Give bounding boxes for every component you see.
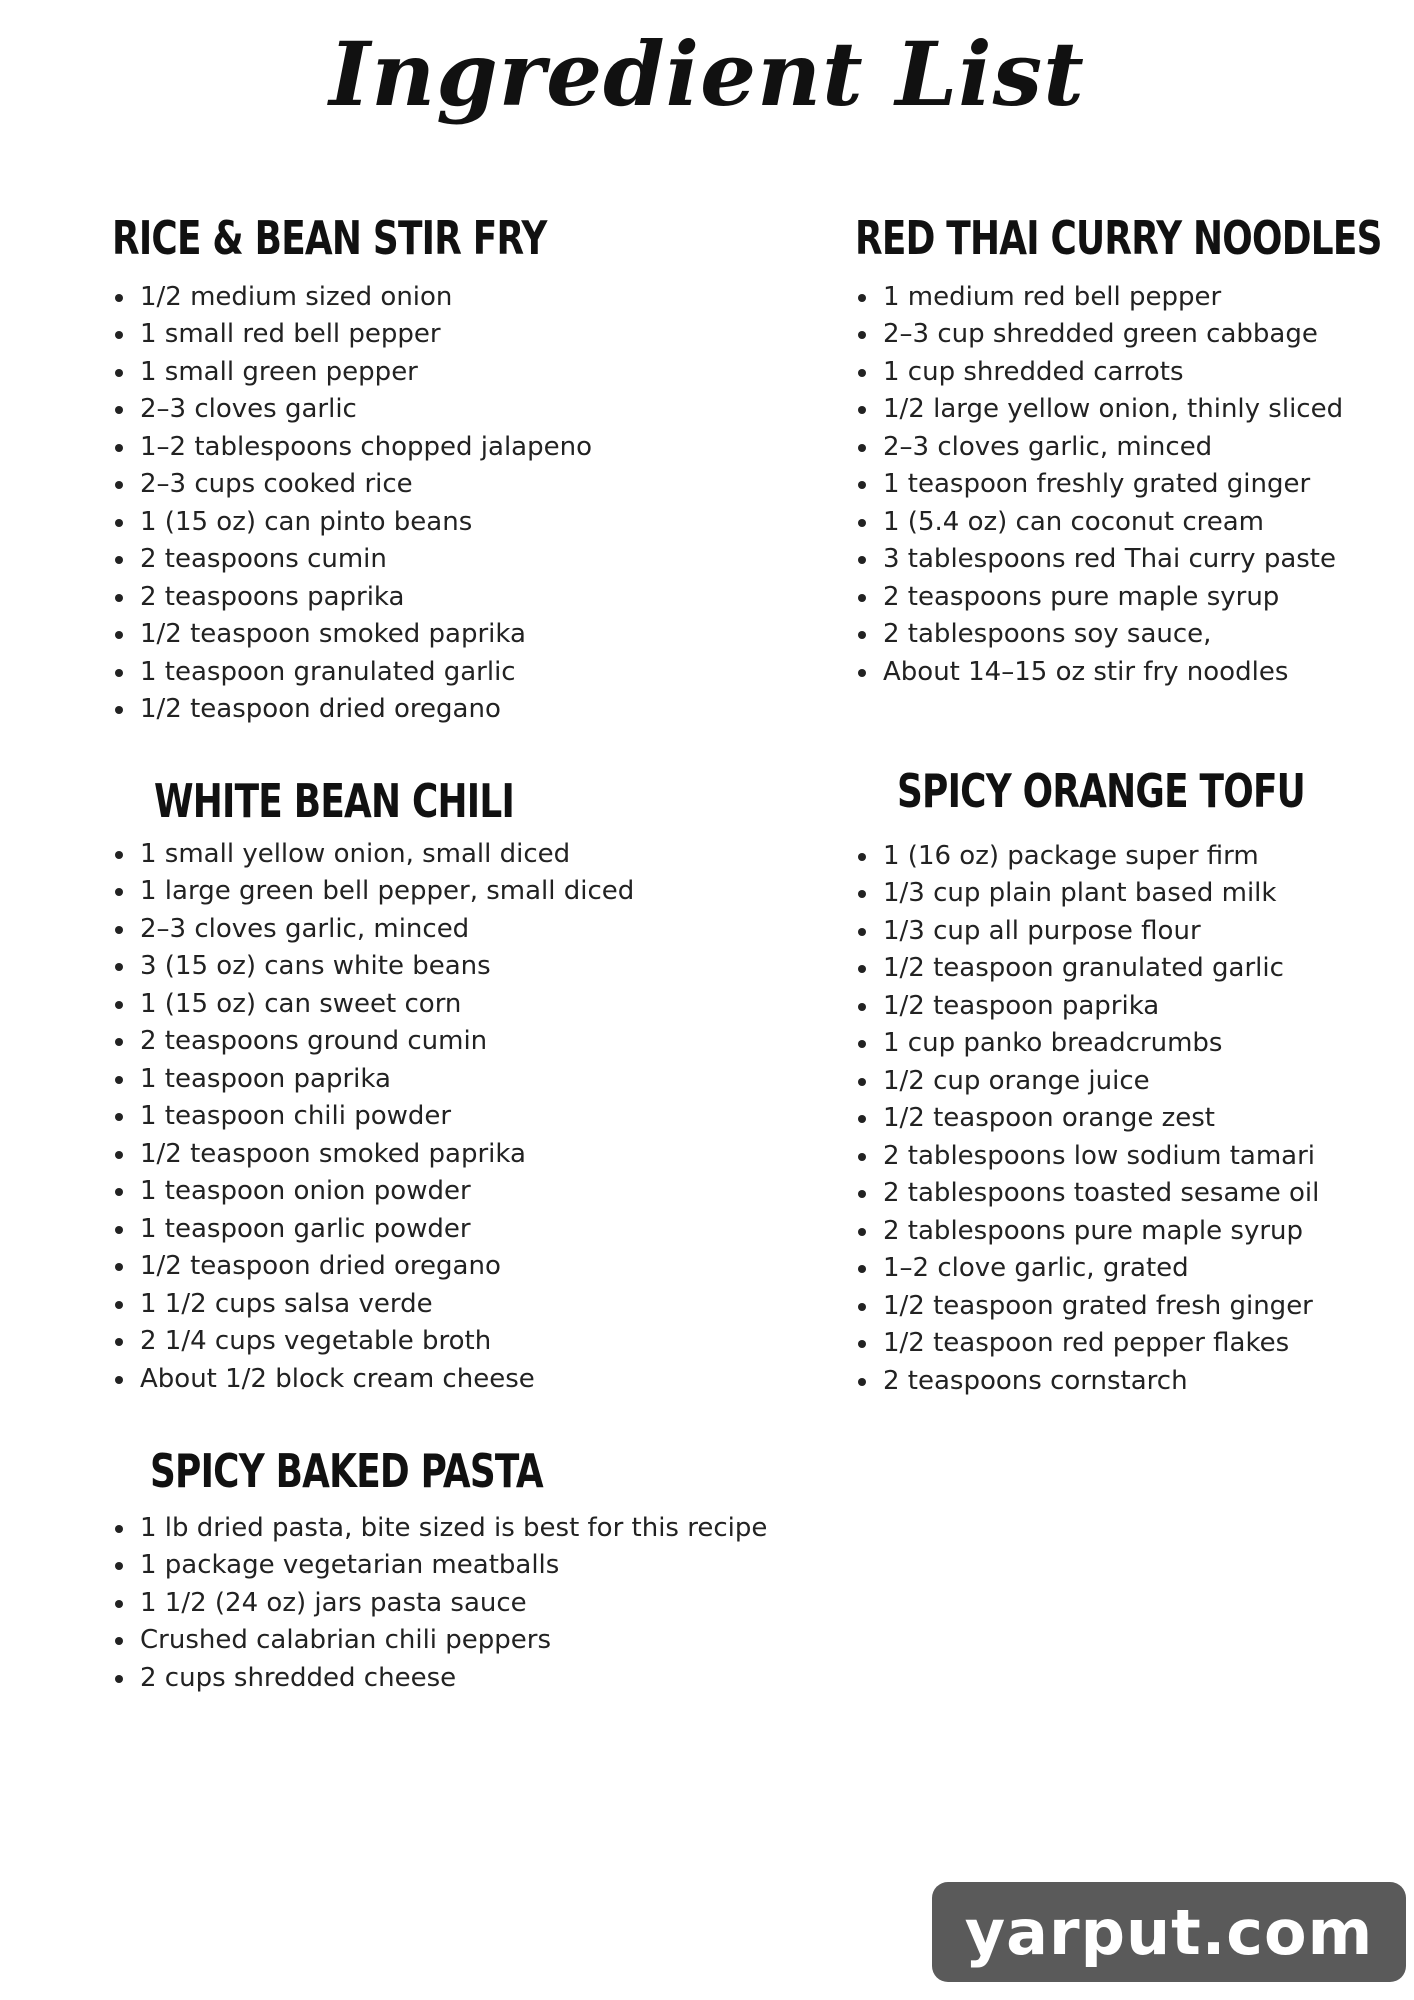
ingredient-item: 1/2 teaspoon smoked paprika xyxy=(140,616,669,654)
ingredient-item: About 14–15 oz stir fry noodles xyxy=(883,654,1414,692)
ingredient-item: 1 medium red bell pepper xyxy=(883,279,1414,317)
ingredient-item: 2 tablespoons soy sauce, xyxy=(883,616,1414,654)
ingredient-item: 1/2 cup orange juice xyxy=(883,1063,1414,1101)
ingredient-item: 1 teaspoon paprika xyxy=(140,1061,634,1099)
page-title: Ingredient List xyxy=(329,22,1085,126)
recipe-section-spicy-orange-tofu xyxy=(855,765,1414,1400)
ingredient-item: 1 teaspoon chili powder xyxy=(140,1098,634,1136)
ingredient-item: 3 tablespoons red Thai curry paste xyxy=(883,541,1414,579)
ingredient-list xyxy=(112,1510,767,1698)
ingredient-item: 1 lb dried pasta, bite sized is best for this recipe xyxy=(140,1510,767,1548)
recipe-section-rice-bean-stir-fry xyxy=(112,212,669,729)
ingredient-item: 2 1/4 cups vegetable broth xyxy=(140,1323,634,1361)
ingredient-item: About 1/2 block cream cheese xyxy=(140,1361,634,1399)
section-heading: RICE & BEAN STIR FRY xyxy=(112,211,547,265)
ingredient-item: 1 (15 oz) can sweet corn xyxy=(140,986,634,1024)
ingredient-item: 1 teaspoon garlic powder xyxy=(140,1211,634,1249)
ingredient-item: 1/3 cup plain plant based milk xyxy=(883,875,1414,913)
ingredient-item: 1 (15 oz) can pinto beans xyxy=(140,504,669,542)
ingredient-list xyxy=(855,838,1414,1401)
ingredient-item: 1/2 teaspoon paprika xyxy=(883,988,1414,1026)
ingredient-item: 1/2 teaspoon granulated garlic xyxy=(883,950,1414,988)
ingredient-item: 1/2 large yellow onion, thinly sliced xyxy=(883,391,1414,429)
ingredient-item: 2 tablespoons pure maple syrup xyxy=(883,1213,1414,1251)
recipe-section-spicy-baked-pasta xyxy=(112,1445,767,1697)
ingredient-item: 3 (15 oz) cans white beans xyxy=(140,948,634,986)
ingredient-item: 2–3 cloves garlic, minced xyxy=(140,911,634,949)
ingredient-list xyxy=(855,279,1414,692)
ingredient-item: 2 teaspoons cornstarch xyxy=(883,1363,1414,1401)
ingredient-item: 1/3 cup all purpose flour xyxy=(883,913,1414,951)
ingredient-item: 2 teaspoons cumin xyxy=(140,541,669,579)
section-heading: WHITE BEAN CHILI xyxy=(154,774,515,828)
ingredient-item: 1/2 teaspoon orange zest xyxy=(883,1100,1414,1138)
ingredient-item: Crushed calabrian chili peppers xyxy=(140,1622,767,1660)
section-heading: SPICY ORANGE TOFU xyxy=(897,764,1306,818)
section-heading: SPICY BAKED PASTA xyxy=(150,1444,543,1498)
recipe-section-red-thai-curry-noodles xyxy=(855,212,1414,691)
ingredient-list xyxy=(112,279,669,729)
ingredient-item: 1 teaspoon freshly grated ginger xyxy=(883,466,1414,504)
ingredient-item: 2 cups shredded cheese xyxy=(140,1660,767,1698)
ingredient-item: 1 large green bell pepper, small diced xyxy=(140,873,634,911)
ingredient-item: 1–2 tablespoons chopped jalapeno xyxy=(140,429,669,467)
ingredient-item: 1 teaspoon granulated garlic xyxy=(140,654,669,692)
ingredient-item: 1 cup panko breadcrumbs xyxy=(883,1025,1414,1063)
ingredient-item: 1/2 teaspoon dried oregano xyxy=(140,1248,634,1286)
ingredient-item: 1 1/2 (24 oz) jars pasta sauce xyxy=(140,1585,767,1623)
ingredient-item: 2 teaspoons pure maple syrup xyxy=(883,579,1414,617)
ingredient-item: 2 tablespoons toasted sesame oil xyxy=(883,1175,1414,1213)
section-heading: RED THAI CURRY NOODLES xyxy=(855,211,1382,265)
ingredient-item: 2–3 cup shredded green cabbage xyxy=(883,316,1414,354)
ingredient-item: 1 teaspoon onion powder xyxy=(140,1173,634,1211)
ingredient-item: 1 small red bell pepper xyxy=(140,316,669,354)
ingredient-item: 1 small green pepper xyxy=(140,354,669,392)
ingredient-item: 1 cup shredded carrots xyxy=(883,354,1414,392)
ingredient-item: 1 package vegetarian meatballs xyxy=(140,1547,767,1585)
ingredient-item: 2–3 cups cooked rice xyxy=(140,466,669,504)
ingredient-item: 1 small yellow onion, small diced xyxy=(140,836,634,874)
recipe-section-white-bean-chili xyxy=(112,775,634,1398)
ingredient-item: 1–2 clove garlic, grated xyxy=(883,1250,1414,1288)
ingredient-item: 1/2 teaspoon red pepper flakes xyxy=(883,1325,1414,1363)
ingredient-item: 1/2 medium sized onion xyxy=(140,279,669,317)
ingredient-item: 2 teaspoons paprika xyxy=(140,579,669,617)
ingredient-item: 1 1/2 cups salsa verde xyxy=(140,1286,634,1324)
ingredient-item: 1/2 teaspoon smoked paprika xyxy=(140,1136,634,1174)
watermark: yarput.com xyxy=(932,1882,1406,1982)
ingredient-item: 1 (5.4 oz) can coconut cream xyxy=(883,504,1414,542)
ingredient-list xyxy=(112,836,634,1399)
ingredient-item: 2–3 cloves garlic, minced xyxy=(883,429,1414,467)
ingredient-item: 1/2 teaspoon grated fresh ginger xyxy=(883,1288,1414,1326)
ingredient-item: 1/2 teaspoon dried oregano xyxy=(140,691,669,729)
ingredient-item: 2 teaspoons ground cumin xyxy=(140,1023,634,1061)
ingredient-item: 2–3 cloves garlic xyxy=(140,391,669,429)
ingredient-item: 1 (16 oz) package super firm xyxy=(883,838,1414,876)
ingredient-item: 2 tablespoons low sodium tamari xyxy=(883,1138,1414,1176)
